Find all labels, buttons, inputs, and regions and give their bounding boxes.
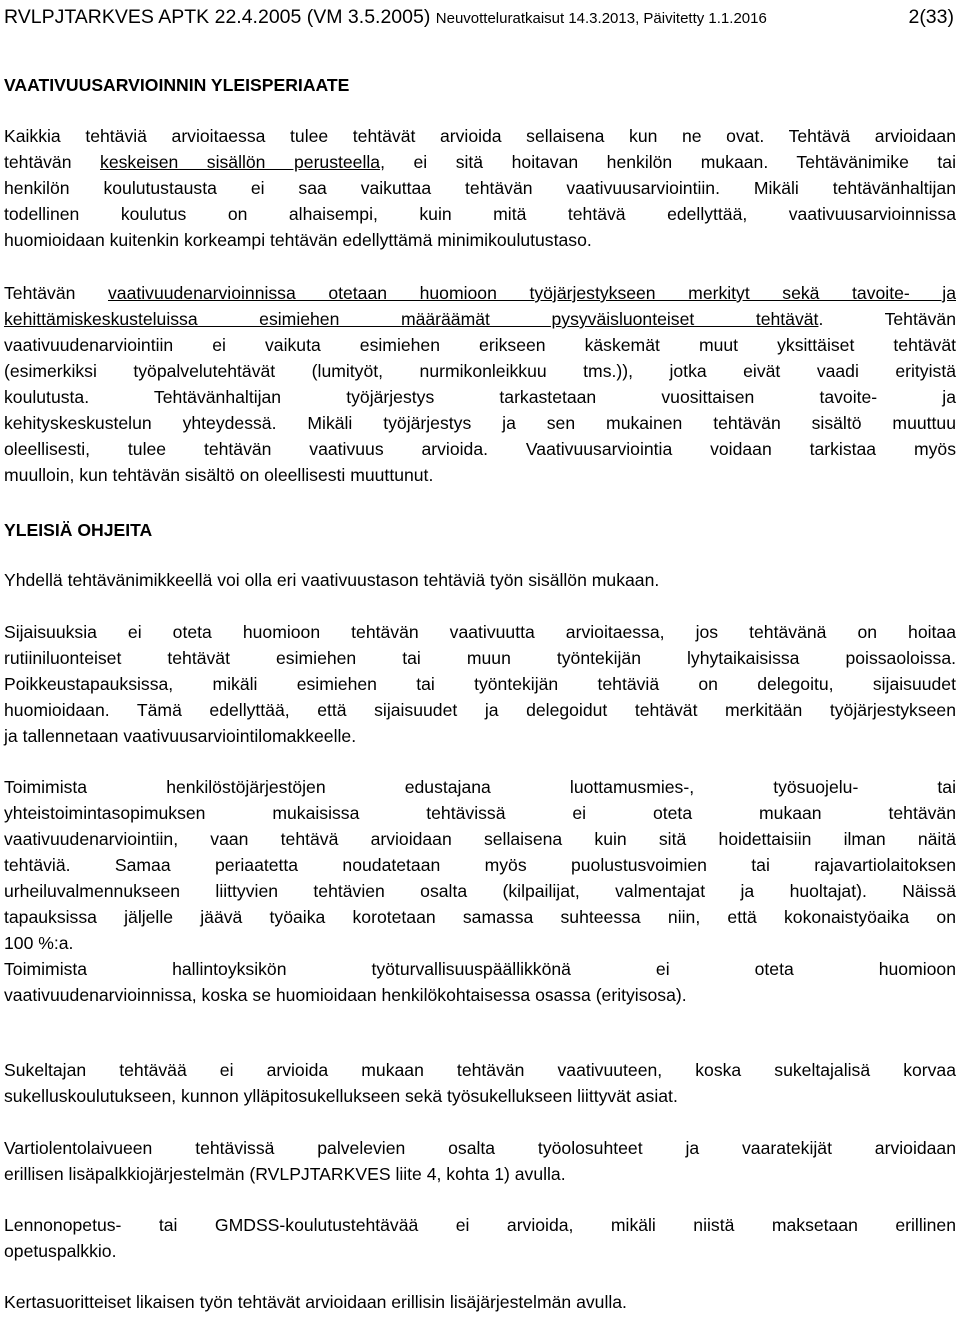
text-line: Yhdellä tehtävänimikkeellä voi olla eri vaativuustason tehtäviä työn sisällön mukaan.	[4, 570, 660, 590]
section-heading-principles: VAATIVUUSARVIOINNIN YLEISPERIAATE	[4, 75, 350, 95]
text-line: huomioidaan kuitenkin korkeampi tehtävän edellyttämä minimikoulutustaso.	[4, 230, 592, 250]
text-line: opetuspalkkio.	[4, 1241, 117, 1261]
text-line: Toimimista henkilöstöjärjestöjen edustajana luottamusmies-, työsuojelu- tai	[4, 777, 956, 797]
text-line: Toimimista hallintoyksikön työturvallisuuspäällikkönä ei oteta huomioon	[4, 959, 956, 979]
paragraph	[4, 1135, 956, 1187]
text-line: muulloin, kun tehtävän sisältö on oleellisesti muuttunut.	[4, 465, 434, 485]
paragraph	[4, 280, 956, 488]
text-line: Sukeltajan tehtävää ei arvioida mukaan tehtävän vaativuuteen, koska sukeltajalisä korvaa	[4, 1060, 956, 1080]
page-header	[4, 2, 956, 32]
text-line: Kertasuoritteiset likaisen työn tehtävät arvioidaan erillisin lisäjärjestelmän avulla.	[4, 1292, 627, 1312]
paragraph	[4, 1057, 956, 1109]
text-line: koulutusta. Tehtävänhaltijan työjärjestys tarkastetaan vuosittaisen tavoite- ja	[4, 387, 956, 407]
text-line: Tehtävän vaativuudenarvioinnissa otetaan huomioon työjärjestykseen merkityt sekä tavoite- ja	[4, 283, 956, 303]
text-line: Vartiolentolaivueen tehtävissä palvelevien osalta työolosuhteet ja vaaratekijät arvioidaan	[4, 1138, 956, 1158]
text-line: Poikkeustapauksissa, mikäli esimiehen tai työntekijän tehtäviä on delegoitu, sijaisuudet	[4, 674, 956, 694]
text-line: ja tallennetaan vaativuusarviointilomakkeelle.	[4, 726, 357, 746]
text-line: vaativuudenarvioinnissa, koska se huomioidaan henkilökohtaisessa osassa (erityisosa).	[4, 985, 687, 1005]
text-line: tehtäviä. Samaa periaatetta noudatetaan myös puolustusvoimien tai rajavartiolaitoksen	[4, 855, 956, 875]
page-number: 2(33)	[908, 6, 954, 28]
revision-note: Neuvotteluratkaisut 14.3.2013, Päivitetty 1.1.2016	[435, 10, 767, 27]
text-line: erillisen lisäpalkkiojärjestelmän (RVLPJTARKVES liite 4, kohta 1) avulla.	[4, 1164, 566, 1184]
paragraph	[4, 619, 956, 749]
text-line: 100 %:a.	[4, 933, 74, 953]
underlined-text: kehittämiskeskusteluissa esimiehen määräämät pysyväisluonteiset tehtävät	[4, 309, 819, 329]
text-line: vaativuudenarviointiin, vaan tehtävä arvioidaan sellaisena kuin sitä hoidettaisiin ilman näitä	[4, 829, 956, 849]
paragraph	[4, 774, 956, 956]
underlined-text: keskeisen sisällön perusteella	[100, 152, 381, 172]
text-line: tapauksissa jäljelle jäävä työaika korotetaan samassa suhteessa niin, että kokonaistyöaika on	[4, 907, 956, 927]
text-line: oleellisesti, tulee tehtävän vaativuus arvioida. Vaativuusarviointia voidaan tarkistaa myös	[4, 439, 956, 459]
text-line: Sijaisuuksia ei oteta huomioon tehtävän vaativuutta arvioitaessa, jos tehtävänä on hoitaa	[4, 622, 956, 642]
text-line: henkilön koulutustausta ei saa vaikuttaa tehtävän vaativuusarviointiin. Mikäli tehtävänhaltijan	[4, 178, 956, 198]
underlined-text: vaativuudenarvioinnissa otetaan huomioon työjärjestykseen merkityt sekä tavoite- ja	[107, 283, 956, 303]
section-heading-general: YLEISIÄ OHJEITA	[4, 520, 153, 540]
text-line: todellinen koulutus on alhaisempi, kuin mitä tehtävä edellyttää, vaativuusarvioinnissa	[4, 204, 956, 224]
document-title: RVLPJTARKVES APTK 22.4.2005 (VM 3.5.2005)	[4, 6, 431, 28]
paragraph	[4, 1289, 956, 1315]
paragraph	[4, 1212, 956, 1264]
text-line: Kaikkia tehtäviä arvioitaessa tulee tehtävät arvioida sellaisena kun ne ovat. Tehtävä arvioidaan	[4, 126, 956, 146]
text-line: sukelluskoulutukseen, kunnon ylläpitosukellukseen sekä työsukellukseen liittyvät asiat.	[4, 1086, 678, 1106]
text-line: kehittämiskeskusteluissa esimiehen määräämät pysyväisluonteiset tehtävät. Tehtävän	[4, 309, 956, 329]
text-line: tehtävän keskeisen sisällön perusteella, ei sitä hoitavan henkilön mukaan. Tehtävänimike tai	[4, 152, 956, 172]
text-line: vaativuudenarviointiin ei vaikuta esimiehen erikseen käskemät muut yksittäiset tehtävät	[4, 335, 956, 355]
text-line: yhteistoimintasopimuksen mukaisissa tehtävissä ei oteta mukaan tehtävän	[4, 803, 956, 823]
text-line: rutiiniluonteiset tehtävät esimiehen tai muun työntekijän lyhytaikaisissa poissaoloissa.	[4, 648, 956, 668]
paragraph	[4, 123, 956, 253]
paragraph	[4, 567, 956, 593]
text-line: huomioidaan. Tämä edellyttää, että sijaisuudet ja delegoidut tehtävät merkitään työjärjestykseen	[4, 700, 956, 720]
paragraph	[4, 956, 956, 1008]
text-line: urheiluvalmennukseen liittyvien tehtävien osalta (kilpailijat, valmentajat ja huoltajat). Näissä	[4, 881, 956, 901]
text-line: (esimerkiksi työpalvelutehtävät (lumityöt, nurmikonleikkuu tms.)), jotka eivät vaadi erityistä	[4, 361, 956, 381]
text-line: kehityskeskustelun yhteydessä. Mikäli työjärjestys ja sen mukainen tehtävän sisältö muuttuu	[4, 413, 956, 433]
text-line: Lennonopetus- tai GMDSS-koulutustehtävää ei arvioida, mikäli niistä maksetaan erillinen	[4, 1215, 956, 1235]
